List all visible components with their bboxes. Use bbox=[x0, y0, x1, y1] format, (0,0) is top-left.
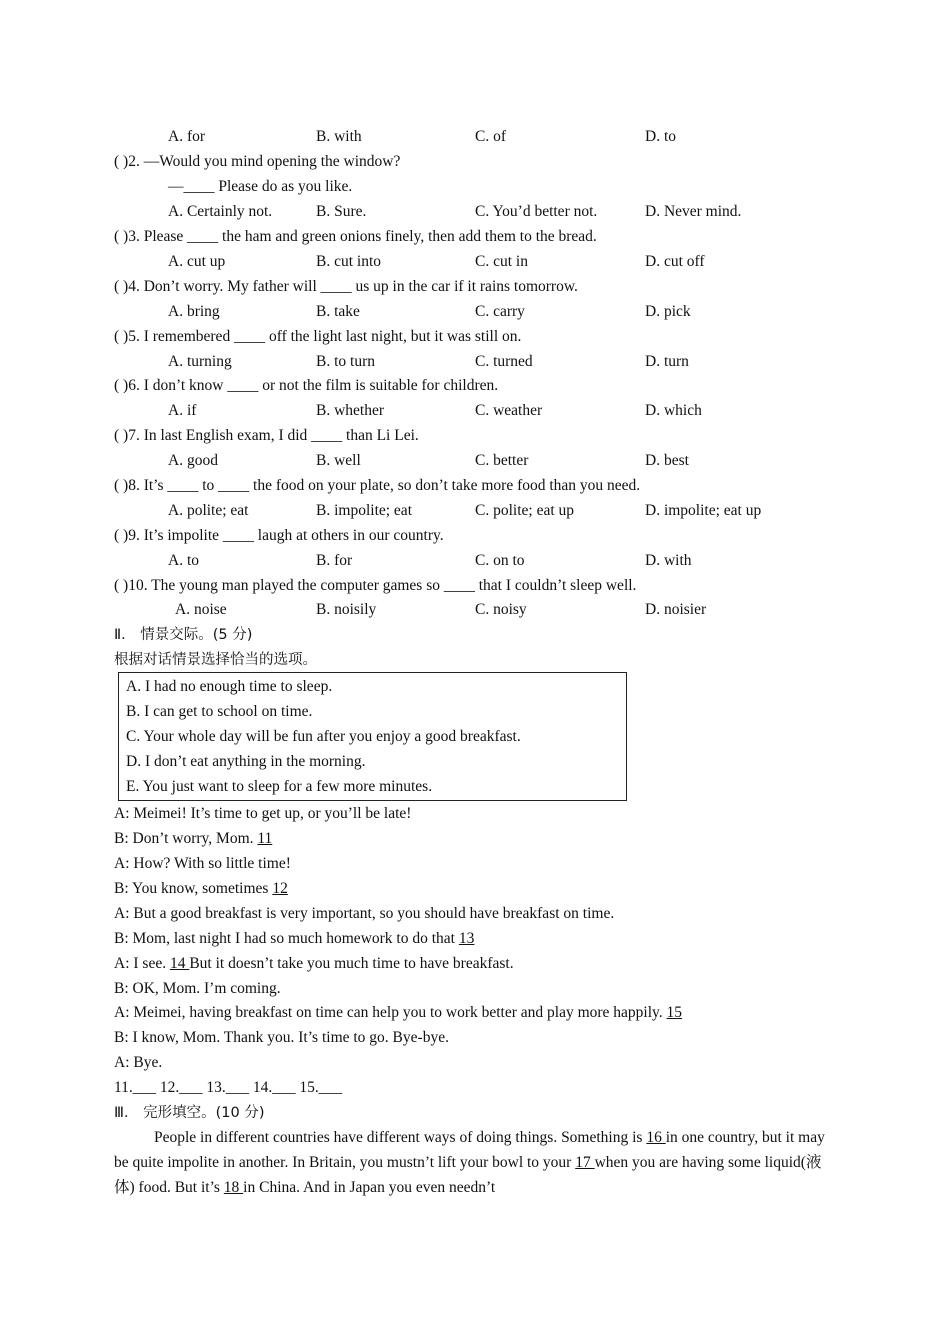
dialogue-line-2 bbox=[114, 830, 272, 848]
q7-option-a: A. good bbox=[168, 452, 218, 469]
q5-option-a: A. turning bbox=[168, 353, 232, 370]
q9-option-b: B. for bbox=[316, 552, 353, 569]
q1-option-b: B. with bbox=[316, 128, 362, 145]
blank-12: 12 bbox=[272, 880, 288, 897]
q8-option-a: A. polite; eat bbox=[168, 502, 249, 519]
section2-instruction: 根据对话情景选择恰当的选项。 bbox=[114, 652, 317, 668]
q2-option-b: B. Sure. bbox=[316, 203, 367, 220]
blank-17: 17 bbox=[575, 1154, 595, 1171]
q6-option-a: A. if bbox=[168, 402, 197, 419]
q2-stem: ( )2. —Would you mind opening the window? bbox=[114, 153, 401, 170]
q4-option-b: B. take bbox=[316, 303, 360, 320]
dialogue-text: B: You know, sometimes bbox=[114, 880, 273, 897]
q8-stem: ( )8. It’s ____ to ____ the food on your plate, so don’t take more food than you need. bbox=[114, 477, 641, 494]
q8-option-c: C. polite; eat up bbox=[475, 502, 575, 519]
q3-option-b: B. cut into bbox=[316, 253, 382, 270]
q8-option-b: B. impolite; eat bbox=[316, 502, 412, 519]
dialogue-line-3: A: How? With so little time! bbox=[114, 855, 291, 872]
q7-option-c: C. better bbox=[475, 452, 529, 469]
q1-option-d: D. to bbox=[645, 128, 676, 145]
q4-stem: ( )4. Don’t worry. My father will ____ us up in the car if it rains tomorrow. bbox=[114, 278, 578, 295]
q7-option-d: D. best bbox=[645, 452, 689, 469]
dialogue-text: A: Meimei, having breakfast on time can help you to work better and play more happily. bbox=[114, 1004, 667, 1021]
dialogue-text: But it doesn’t take you much time to have breakfast. bbox=[189, 955, 514, 972]
q5-option-b: B. to turn bbox=[316, 353, 375, 370]
cloze-passage bbox=[114, 1125, 838, 1200]
dialogue-text: B: Mom, last night I had so much homework to do that bbox=[114, 930, 459, 947]
q2-reply: —____ Please do as you like. bbox=[168, 178, 353, 195]
section3-title: Ⅲ． 完形填空。(10 分) bbox=[114, 1105, 265, 1121]
q6-option-d: D. which bbox=[645, 402, 702, 419]
q4-option-d: D. pick bbox=[645, 303, 691, 320]
dialogue-line-1: A: Meimei! It’s time to get up, or you’ll be late! bbox=[114, 805, 412, 822]
blank-16: 16 bbox=[646, 1129, 666, 1146]
choice-e: E. You just want to sleep for a few more minutes. bbox=[126, 778, 433, 795]
q6-option-c: C. weather bbox=[475, 402, 543, 419]
choice-b: B. I can get to school on time. bbox=[126, 703, 313, 720]
blank-14: 14 bbox=[169, 955, 190, 972]
section2-title: Ⅱ． 情景交际。(5 分) bbox=[114, 627, 253, 643]
dialogue-text: A: I see. bbox=[114, 955, 170, 972]
q2-option-a: A. Certainly not. bbox=[168, 203, 273, 220]
q9-option-a: A. to bbox=[168, 552, 199, 569]
q1-option-c: C. of bbox=[475, 128, 506, 145]
q10-option-b: B. noisily bbox=[316, 601, 377, 618]
choice-a: A. I had no enough time to sleep. bbox=[126, 678, 333, 695]
q10-option-c: C. noisy bbox=[475, 601, 527, 618]
q7-option-b: B. well bbox=[316, 452, 361, 469]
passage-text: in one country, but it may be quite impolite in another. In Britain, you mustn’t lift your bowl to your bbox=[114, 1129, 825, 1171]
q1-option-a: A. for bbox=[168, 128, 206, 145]
q5-option-c: C. turned bbox=[475, 353, 533, 370]
q6-option-b: B. whether bbox=[316, 402, 385, 419]
q9-stem: ( )9. It’s impolite ____ laugh at others in our country. bbox=[114, 527, 444, 544]
q10-option-d: D. noisier bbox=[645, 601, 707, 618]
q10-stem: ( )10. The young man played the computer games so ____ that I couldn’t sleep well. bbox=[114, 577, 637, 594]
q3-option-c: C. cut in bbox=[475, 253, 528, 270]
dialogue-line-7 bbox=[114, 955, 514, 973]
q7-stem: ( )7. In last English exam, I did ____ than Li Lei. bbox=[114, 427, 419, 444]
q2-option-c: C. You’d better not. bbox=[475, 203, 598, 220]
dialogue-line-10: B: I know, Mom. Thank you. It’s time to go. Bye-bye. bbox=[114, 1029, 449, 1046]
blank-15: 15 bbox=[666, 1004, 683, 1021]
choice-d: D. I don’t eat anything in the morning. bbox=[126, 753, 366, 770]
q6-stem: ( )6. I don’t know ____ or not the film is suitable for children. bbox=[114, 377, 499, 394]
passage-text: People in different countries have different ways of doing things. Something is bbox=[154, 1129, 647, 1146]
q2-option-d: D. Never mind. bbox=[645, 203, 742, 220]
q5-option-d: D. turn bbox=[645, 353, 689, 370]
passage-text: when you are having some liquid(液体) food. But it’s bbox=[114, 1154, 822, 1196]
q4-option-c: C. carry bbox=[475, 303, 525, 320]
dialogue-line-4 bbox=[114, 880, 288, 898]
dialogue-line-6 bbox=[114, 930, 474, 948]
q8-option-d: D. impolite; eat up bbox=[645, 502, 762, 519]
dialogue-text: B: Don’t worry, Mom. bbox=[114, 830, 258, 847]
passage-text: in China. And in Japan you even needn’t bbox=[243, 1179, 496, 1196]
dialogue-line-9 bbox=[114, 1004, 682, 1022]
dialogue-line-8: B: OK, Mom. I’m coming. bbox=[114, 980, 281, 997]
q3-option-d: D. cut off bbox=[645, 253, 705, 270]
q9-option-d: D. with bbox=[645, 552, 692, 569]
q4-option-a: A. bring bbox=[168, 303, 220, 320]
q9-option-c: C. on to bbox=[475, 552, 525, 569]
blank-11: 11 bbox=[257, 830, 273, 847]
choice-c: C. Your whole day will be fun after you enjoy a good breakfast. bbox=[126, 728, 521, 745]
dialogue-line-11: A: Bye. bbox=[114, 1054, 163, 1071]
q3-option-a: A. cut up bbox=[168, 253, 226, 270]
q3-stem: ( )3. Please ____ the ham and green onions finely, then add them to the bread. bbox=[114, 228, 597, 245]
answer-line: 11.___ 12.___ 13.___ 14.___ 15.___ bbox=[114, 1079, 343, 1096]
q10-option-a: A. noise bbox=[175, 601, 227, 618]
dialogue-line-5: A: But a good breakfast is very important, so you should have breakfast on time. bbox=[114, 905, 615, 922]
blank-13: 13 bbox=[458, 930, 475, 947]
blank-18: 18 bbox=[223, 1179, 244, 1196]
q5-stem: ( )5. I remembered ____ off the light last night, but it was still on. bbox=[114, 328, 522, 345]
